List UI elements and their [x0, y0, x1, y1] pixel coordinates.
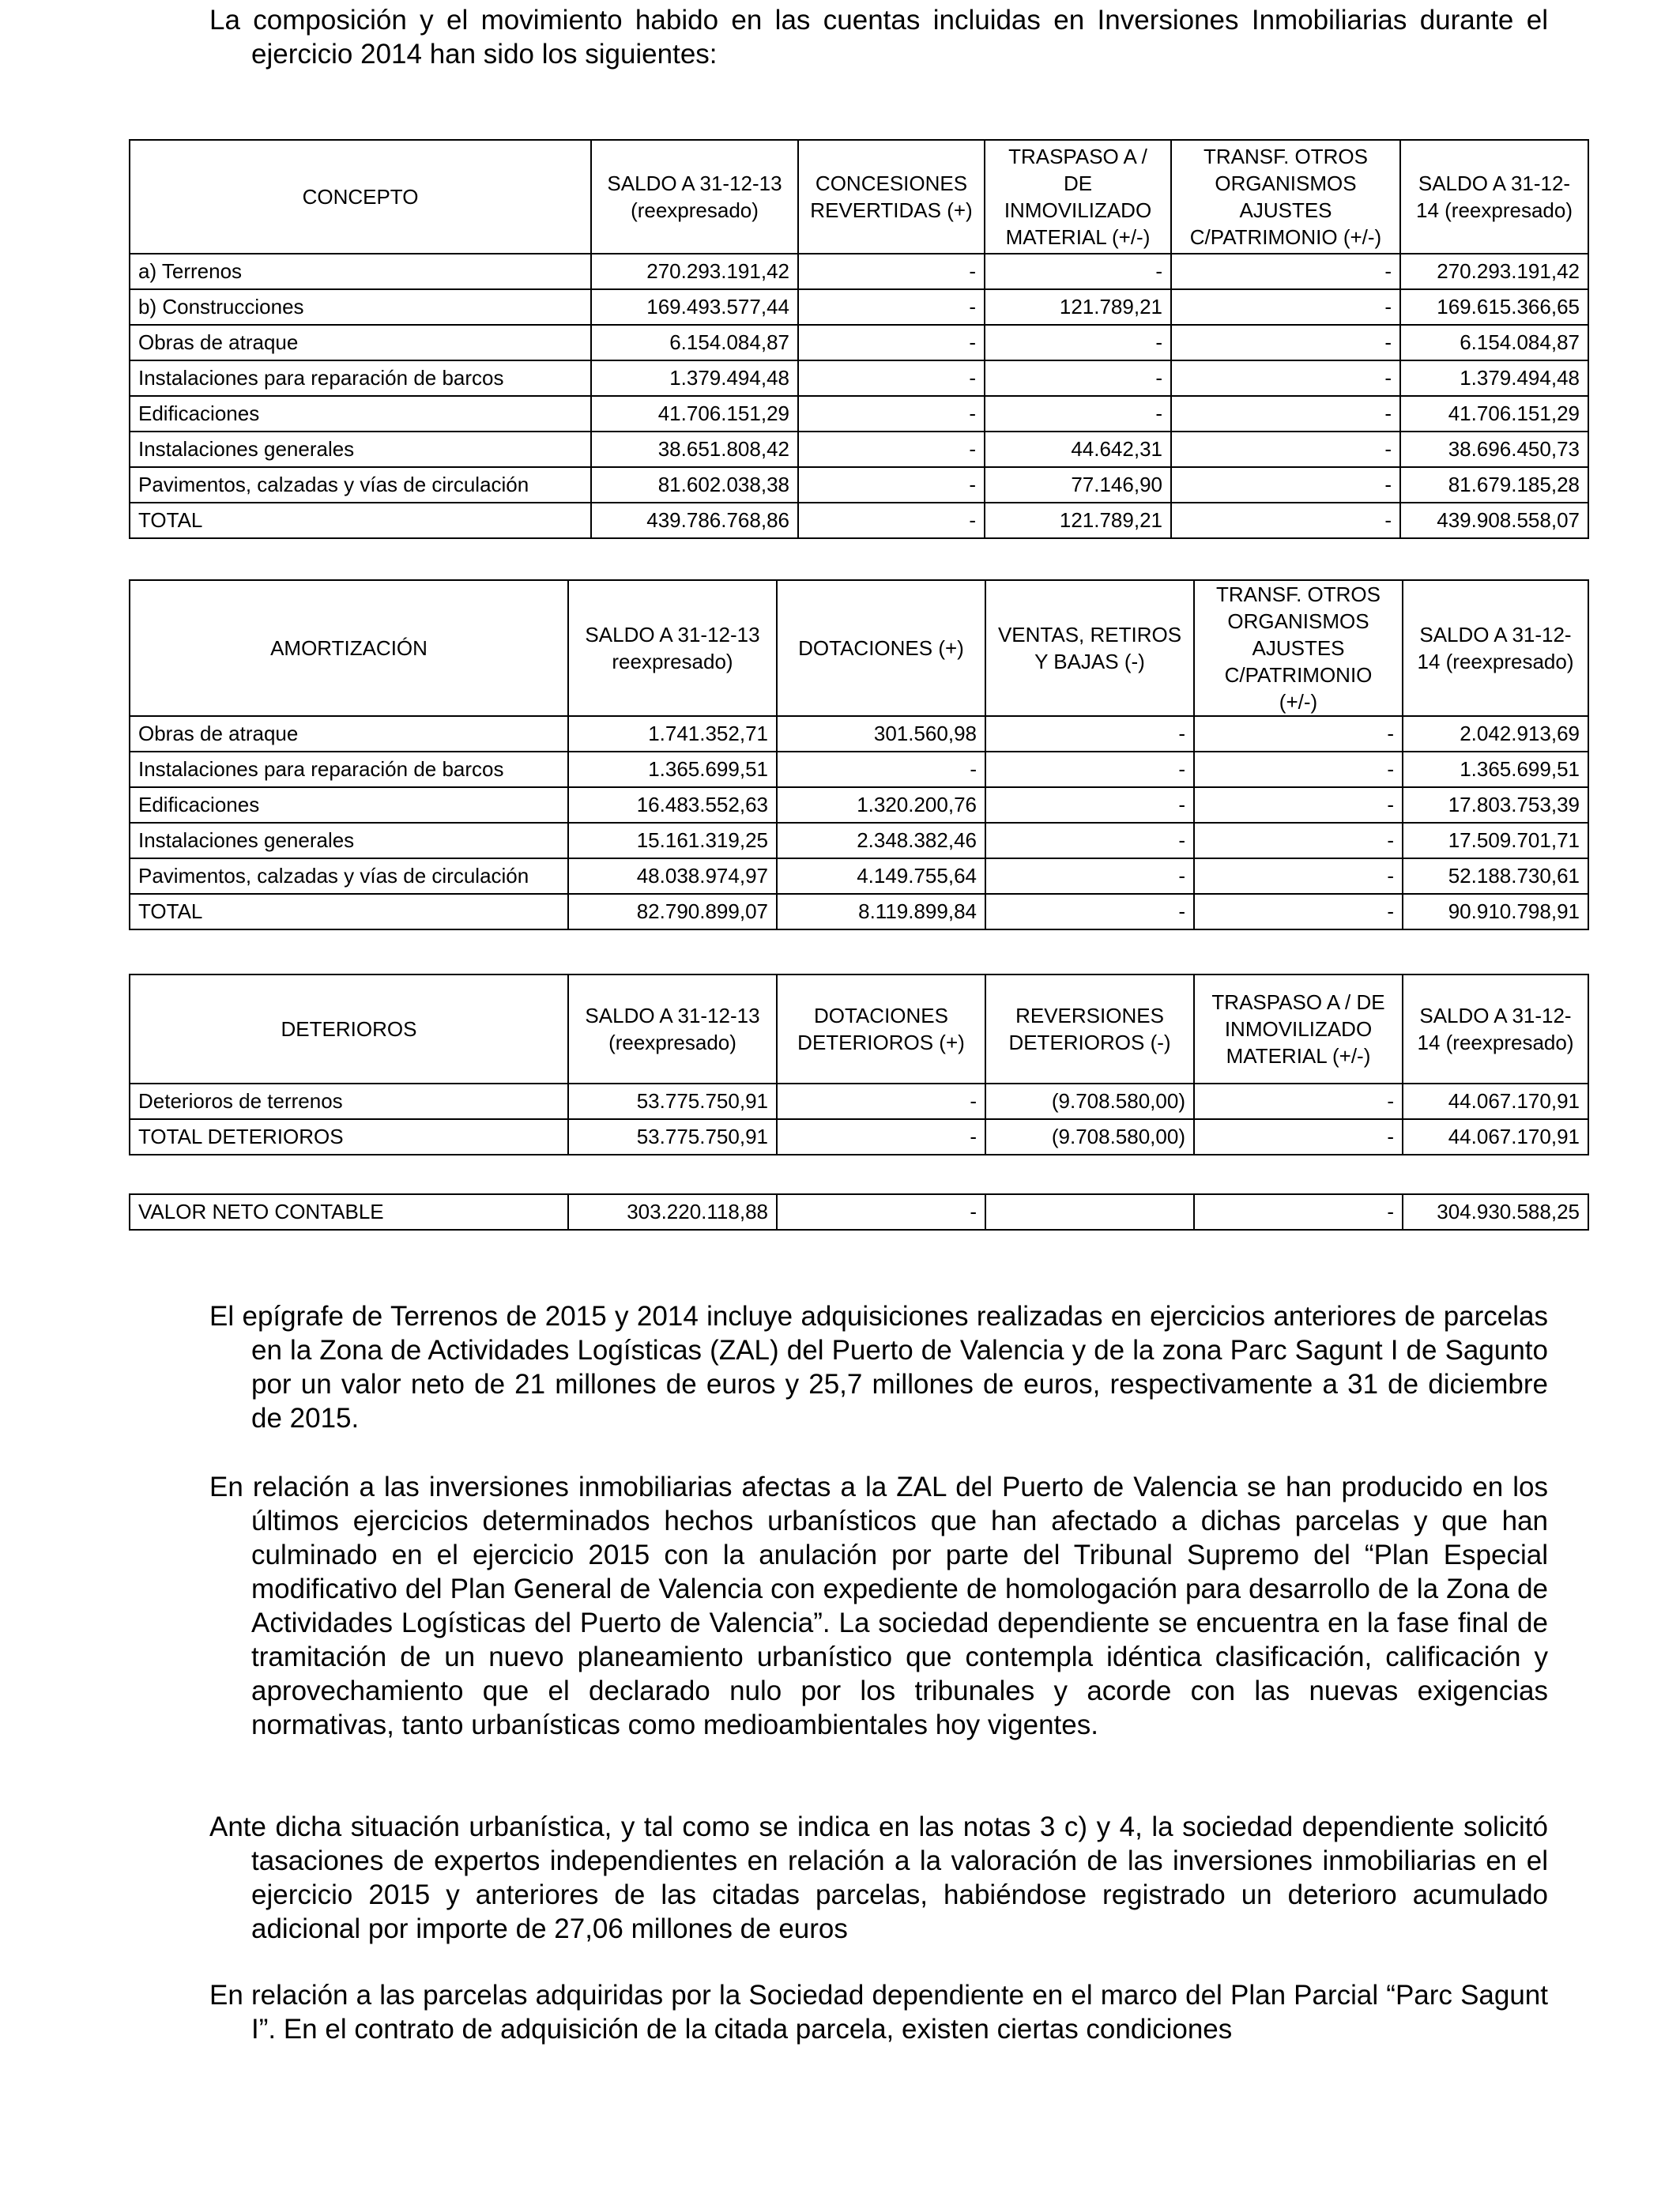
cell: 301.560,98 [777, 716, 985, 752]
header-concesiones: CONCESIONES REVERTIDAS (+) [798, 140, 985, 254]
cell: 15.161.319,25 [568, 823, 777, 858]
row-label: Instalaciones para reparación de barcos [130, 360, 591, 396]
cell: 16.483.552,63 [568, 787, 777, 823]
cell: 82.790.899,07 [568, 894, 777, 929]
header-traspaso: TRASPASO A / DE INMOVILIZADO MATERIAL (+/-) [1194, 974, 1403, 1084]
cell: 41.706.151,29 [591, 396, 798, 432]
cell: - [1194, 752, 1403, 787]
cell: 169.493.577,44 [591, 289, 798, 325]
cell: 6.154.084,87 [1400, 325, 1588, 360]
header-saldo-2013: SALDO A 31-12-13 (reexpresado) [591, 140, 798, 254]
cell: 53.775.750,91 [568, 1084, 777, 1119]
cell: - [777, 1119, 985, 1155]
table-row [130, 360, 1588, 396]
cell: 1.365.699,51 [1403, 752, 1588, 787]
cell: 44.642,31 [985, 432, 1171, 467]
cell: - [1171, 396, 1400, 432]
header-saldo-2014: SALDO A 31-12-14 (reexpresado) [1403, 580, 1588, 716]
cell: 121.789,21 [985, 503, 1171, 538]
row-label: Edificaciones [130, 396, 591, 432]
header-traspaso: TRASPASO A / DE INMOVILIZADO MATERIAL (+/-) [985, 140, 1171, 254]
valor-neto-table [129, 1193, 1589, 1231]
cell: 17.803.753,39 [1403, 787, 1588, 823]
header-concepto: CONCEPTO [130, 140, 591, 254]
table-row [130, 396, 1588, 432]
row-label: Instalaciones para reparación de barcos [130, 752, 568, 787]
cell: - [985, 894, 1194, 929]
header-deterioros: DETERIOROS [130, 974, 568, 1084]
cell: 1.365.699,51 [568, 752, 777, 787]
total-row [130, 503, 1588, 538]
cell: 53.775.750,91 [568, 1119, 777, 1155]
cell: - [985, 360, 1171, 396]
intro-paragraph: La composición y el movimiento habido en las cuentas incluidas en Inversiones Inmobiliarias durante el ejercicio 2014 han sido los siguientes: [209, 5, 1548, 70]
total-row [130, 894, 1588, 929]
cell: - [1194, 787, 1403, 823]
cell: - [798, 396, 985, 432]
header-reversiones: REVERSIONES DETERIOROS (-) [985, 974, 1194, 1084]
cell: 2.348.382,46 [777, 823, 985, 858]
row-label: Instalaciones generales [130, 432, 591, 467]
cell: 121.789,21 [985, 289, 1171, 325]
row-label: TOTAL [130, 503, 591, 538]
cell: 81.602.038,38 [591, 467, 798, 503]
header-ventas: VENTAS, RETIROS Y BAJAS (-) [985, 580, 1194, 716]
cell: - [1171, 503, 1400, 538]
row-label: VALOR NETO CONTABLE [130, 1194, 568, 1230]
cell: 270.293.191,42 [1400, 254, 1588, 289]
cell: - [1171, 289, 1400, 325]
amortizacion-table [129, 579, 1589, 930]
cell: - [985, 254, 1171, 289]
table-row [130, 716, 1588, 752]
row-label: Edificaciones [130, 787, 568, 823]
cell: 439.786.768,86 [591, 503, 798, 538]
header-dotaciones: DOTACIONES (+) [777, 580, 985, 716]
row-label: Instalaciones generales [130, 823, 568, 858]
table-row [130, 787, 1588, 823]
paragraph-tasaciones: Ante dicha situación urbanística, y tal como se indica en las notas 3 c) y 4, la sociedad dependiente solicitó tasaciones de expertos independientes en relación a la valoración de las inversiones inmobiliarias en el ejercicio 2015 y anteriores de las citadas parcelas, habiéndose registrado un deterioro acumulado adicional por importe de 27,06 millones de euros [209, 1811, 1548, 1944]
cell: - [1171, 467, 1400, 503]
cell: 1.320.200,76 [777, 787, 985, 823]
cell: - [1171, 432, 1400, 467]
header-saldo-2014: SALDO A 31-12-14 (reexpresado) [1403, 974, 1588, 1084]
cell: 270.293.191,42 [591, 254, 798, 289]
row-label: Pavimentos, calzadas y vías de circulación [130, 858, 568, 894]
table-row [130, 1084, 1588, 1119]
cell: 38.696.450,73 [1400, 432, 1588, 467]
cell: 303.220.118,88 [568, 1194, 777, 1230]
cell: - [985, 325, 1171, 360]
cell: 41.706.151,29 [1400, 396, 1588, 432]
cell: 48.038.974,97 [568, 858, 777, 894]
cell: - [1171, 254, 1400, 289]
concepto-table [129, 139, 1589, 539]
cell [985, 1194, 1194, 1230]
cell: - [798, 467, 985, 503]
cell: - [1194, 894, 1403, 929]
cell: (9.708.580,00) [985, 1119, 1194, 1155]
cell: 439.908.558,07 [1400, 503, 1588, 538]
row-label: Obras de atraque [130, 716, 568, 752]
table-row [130, 289, 1588, 325]
cell: - [1194, 858, 1403, 894]
total-row [130, 1119, 1588, 1155]
cell: - [1171, 360, 1400, 396]
cell: - [777, 752, 985, 787]
cell: - [798, 432, 985, 467]
row-label: TOTAL DETERIOROS [130, 1119, 568, 1155]
total-row [130, 1194, 1588, 1230]
cell: - [798, 254, 985, 289]
table-row [130, 254, 1588, 289]
cell: 90.910.798,91 [1403, 894, 1588, 929]
cell: - [1194, 1194, 1403, 1230]
cell: 44.067.170,91 [1403, 1084, 1588, 1119]
row-label: Pavimentos, calzadas y vías de circulación [130, 467, 591, 503]
table-row [130, 432, 1588, 467]
cell: 1.741.352,71 [568, 716, 777, 752]
paragraph-terrenos: El epígrafe de Terrenos de 2015 y 2014 incluye adquisiciones realizadas en ejercicios anteriores de parcelas en la Zona de Actividades Logísticas (ZAL) del Puerto de Valencia y de la zona Parc Sagunt I de Sagunto por un valor neto de 21 millones de euros y 25,7 millones de euros, respectivamente a 31 de diciembre de 2015. [209, 1301, 1548, 1434]
cell: - [985, 716, 1194, 752]
header-saldo-2013: SALDO A 31-12-13 reexpresado) [568, 580, 777, 716]
cell: 1.379.494,48 [591, 360, 798, 396]
cell: - [985, 787, 1194, 823]
cell: 77.146,90 [985, 467, 1171, 503]
row-label: TOTAL [130, 894, 568, 929]
header-saldo-2013: SALDO A 31-12-13 (reexpresado) [568, 974, 777, 1084]
table-row [130, 858, 1588, 894]
cell: - [777, 1084, 985, 1119]
paragraph-parc-sagunt: En relación a las parcelas adquiridas por la Sociedad dependiente en el marco del Plan Parcial “Parc Sagunt I”. En el contrato de adquisición de la citada parcela, existen ciertas condiciones [209, 1980, 1548, 2045]
cell: - [798, 360, 985, 396]
table-row [130, 467, 1588, 503]
cell: - [1194, 823, 1403, 858]
cell: (9.708.580,00) [985, 1084, 1194, 1119]
table-row [130, 325, 1588, 360]
row-label: a) Terrenos [130, 254, 591, 289]
cell: - [1194, 1119, 1403, 1155]
cell: 17.509.701,71 [1403, 823, 1588, 858]
cell: - [1194, 716, 1403, 752]
header-saldo-2014: SALDO A 31-12-14 (reexpresado) [1400, 140, 1588, 254]
cell: - [985, 858, 1194, 894]
header-transf: TRANSF. OTROS ORGANISMOS AJUSTES C/PATRIMONIO (+/-) [1194, 580, 1403, 716]
cell: - [985, 752, 1194, 787]
cell: 52.188.730,61 [1403, 858, 1588, 894]
cell: - [985, 823, 1194, 858]
paragraph-zal: En relación a las inversiones inmobiliarias afectas a la ZAL del Puerto de Valencia se han producido en los últimos ejercicios determinados hechos urbanísticos que han afectado a dichas parcelas y que han culminado en el ejercicio 2015 con la anulación por parte del Tribunal Supremo del “Plan Especial modificativo del Plan General de Valencia con expediente de homologación para desarrollo de la Zona de Actividades Logísticas del Puerto de Valencia”. La sociedad dependiente se encuentra en la fase final de tramitación de un nuevo planeamiento urbanístico que contempla idéntica clasificación, calificación y aprovechamiento que el declarado nulo por los tribunales y acorde con las nuevas exigencias normativas, tanto urbanísticas como medioambientales hoy vigentes. [209, 1472, 1548, 1740]
cell: 81.679.185,28 [1400, 467, 1588, 503]
cell: - [1194, 1084, 1403, 1119]
table-row [130, 823, 1588, 858]
row-label: Obras de atraque [130, 325, 591, 360]
cell: - [777, 1194, 985, 1230]
cell: 169.615.366,65 [1400, 289, 1588, 325]
row-label: Deterioros de terrenos [130, 1084, 568, 1119]
cell: 8.119.899,84 [777, 894, 985, 929]
cell: 2.042.913,69 [1403, 716, 1588, 752]
cell: 6.154.084,87 [591, 325, 798, 360]
cell: - [985, 396, 1171, 432]
cell: 44.067.170,91 [1403, 1119, 1588, 1155]
cell: 4.149.755,64 [777, 858, 985, 894]
cell: - [798, 503, 985, 538]
cell: - [1171, 325, 1400, 360]
cell: - [798, 289, 985, 325]
header-amortizacion: AMORTIZACIÓN [130, 580, 568, 716]
cell: 304.930.588,25 [1403, 1194, 1588, 1230]
header-transf: TRANSF. OTROS ORGANISMOS AJUSTES C/PATRIMONIO (+/-) [1171, 140, 1400, 254]
table-row [130, 752, 1588, 787]
cell: - [798, 325, 985, 360]
row-label: b) Construcciones [130, 289, 591, 325]
cell: 1.379.494,48 [1400, 360, 1588, 396]
deterioros-table [129, 974, 1589, 1155]
cell: 38.651.808,42 [591, 432, 798, 467]
header-dotaciones: DOTACIONES DETERIOROS (+) [777, 974, 985, 1084]
